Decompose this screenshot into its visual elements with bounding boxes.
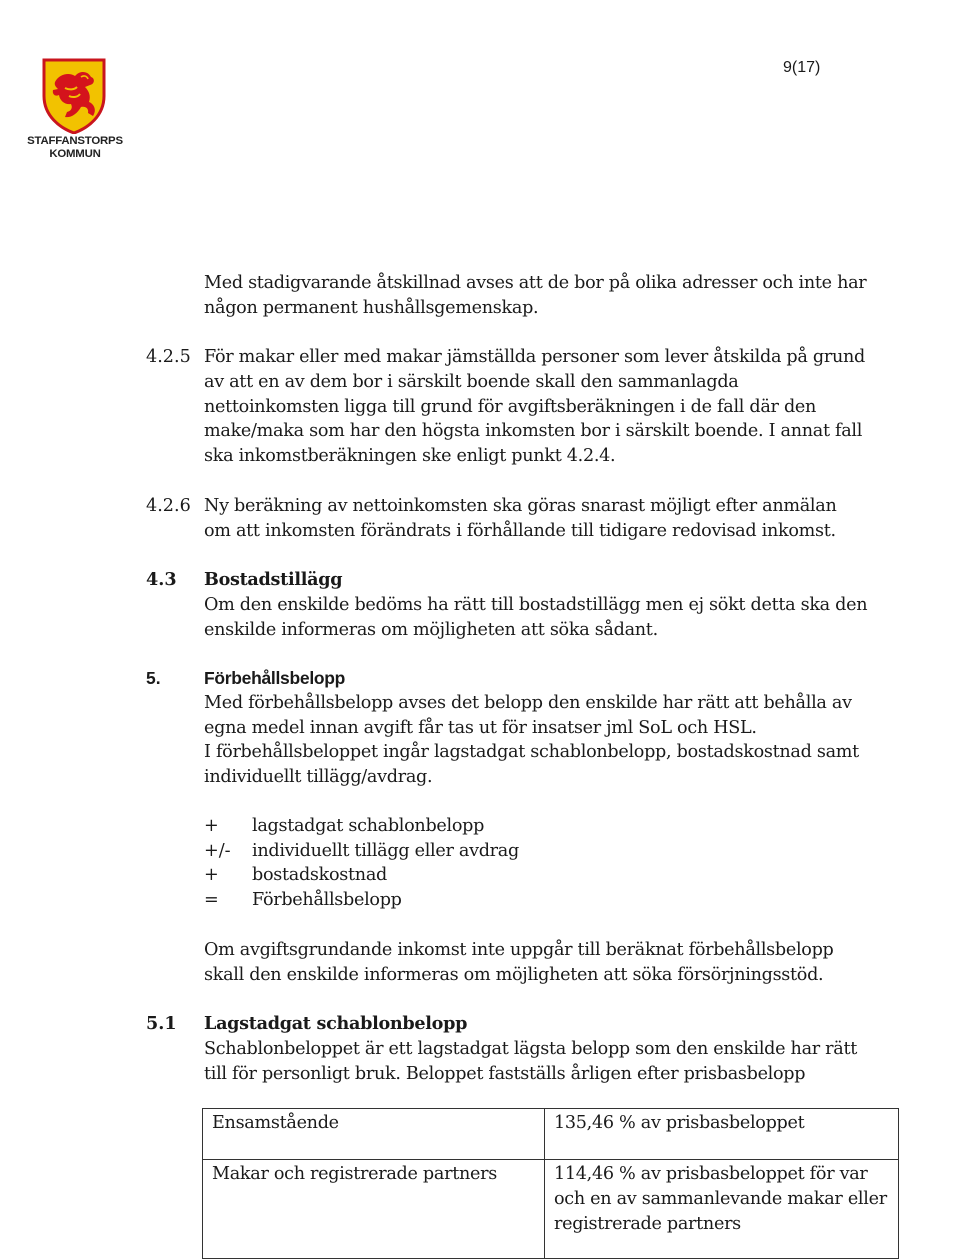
section-heading: Förbehållsbelopp bbox=[204, 668, 346, 688]
text-line: nettoinkomsten ligga till grund för avgiftsberäkningen i de fall där den bbox=[204, 396, 817, 417]
text-line: Schablonbeloppet är ett lagstadgat lägsta belopp som den enskilde har rätt bbox=[204, 1038, 857, 1059]
section-5-note bbox=[204, 938, 904, 988]
text-line: skall den enskilde informeras om möjligheten att söka försörjningsstöd. bbox=[204, 964, 824, 985]
logo-text-name: STAFFANSTORPS bbox=[27, 135, 123, 147]
text-line: För makar eller med makar jämställda personer som lever åtskilda på grund bbox=[204, 347, 865, 367]
section-number-4-3: 4.3 bbox=[146, 569, 177, 590]
text-line: ska inkomstberäkningen ske enligt punkt 4.2.4. bbox=[204, 446, 616, 467]
section-number-4-2-6: 4.2.6 bbox=[146, 496, 191, 516]
section-4-3 bbox=[204, 568, 904, 642]
text-line: till för personligt bruk. Beloppet fastställs årligen efter prisbasbelopp bbox=[204, 1063, 806, 1084]
text-line: enskilde informeras om möjligheten att söka sådant. bbox=[204, 619, 658, 640]
text-line: och en av sammanlevande makar eller bbox=[554, 1188, 887, 1209]
list-symbol: + bbox=[204, 816, 219, 836]
list-symbol: +/- bbox=[204, 840, 231, 861]
text-line: I förbehållsbeloppet ingår lagstadgat schablonbelopp, bostadskostnad samt bbox=[204, 742, 859, 763]
table-row bbox=[203, 1109, 899, 1160]
list-text: bostadskostnad bbox=[252, 865, 387, 886]
text-line: Ny beräkning av nettoinkomsten ska göras snarast möjligt efter anmälan bbox=[204, 496, 837, 516]
text-line: registrerade partners bbox=[554, 1213, 741, 1234]
text-line: individuellt tillägg/avdrag. bbox=[204, 767, 433, 788]
text-line: Om den enskilde bedöms ha rätt till bostadstillägg men ej sökt detta ska den bbox=[204, 594, 868, 615]
text-line: om att inkomsten förändrats i förhållande till tidigare redovisad inkomst. bbox=[204, 520, 836, 541]
table-row bbox=[203, 1160, 899, 1259]
list-text: Förbehållsbelopp bbox=[252, 890, 402, 911]
logo-text-kommun: KOMMUN bbox=[49, 148, 101, 160]
municipality-logo bbox=[25, 58, 125, 162]
section-5-1 bbox=[204, 1012, 904, 1086]
table-cell-value bbox=[545, 1160, 899, 1259]
coat-of-arms-icon bbox=[25, 58, 125, 134]
text-line: någon permanent hushållsgemenskap. bbox=[204, 297, 539, 318]
list-text: lagstadgat schablonbelopp bbox=[252, 816, 485, 836]
text-line: make/maka som har den högsta inkomsten bor i särskilt boende. I annat fall bbox=[204, 421, 863, 442]
list-symbol: = bbox=[204, 890, 219, 911]
section-number-5: 5. bbox=[146, 668, 161, 688]
section-number-5-1: 5.1 bbox=[146, 1013, 177, 1034]
section-heading: Bostadstillägg bbox=[204, 569, 343, 590]
text-line: Om avgiftsgrundande inkomst inte uppgår till beräknat förbehållsbelopp bbox=[204, 940, 834, 960]
list-symbol: + bbox=[204, 865, 219, 886]
text-line: av att en av dem bor i särskilt boende skall den sammanlagda bbox=[204, 371, 739, 392]
table-cell-value bbox=[545, 1109, 899, 1160]
text-line: 114,46 % av prisbasbeloppet för var bbox=[554, 1164, 868, 1184]
section-number-4-2-5: 4.2.5 bbox=[146, 347, 191, 367]
text-line: egna medel innan avgift får tas ut för insatser jml SoL och HSL. bbox=[204, 717, 757, 738]
text-line: 135,46 % av prisbasbeloppet bbox=[554, 1113, 805, 1133]
section-5 bbox=[204, 666, 904, 790]
list-text: individuellt tillägg eller avdrag bbox=[252, 840, 519, 861]
page-number: 9(17) bbox=[783, 59, 821, 76]
table-cell-label: Makar och registrerade partners bbox=[203, 1160, 545, 1259]
table-cell-label: Ensamstående bbox=[203, 1109, 545, 1160]
section-heading: Lagstadgat schablonbelopp bbox=[204, 1013, 468, 1034]
intro-paragraph bbox=[204, 271, 904, 321]
text-line: Med förbehållsbelopp avses det belopp den enskilde har rätt att behålla av bbox=[204, 692, 852, 713]
section-4-2-5-text bbox=[204, 345, 904, 469]
text-line: Med stadigvarande åtskillnad avses att de bor på olika adresser och inte har bbox=[204, 273, 867, 293]
schablonbelopp-table bbox=[202, 1108, 899, 1259]
section-4-2-6-text bbox=[204, 494, 904, 544]
